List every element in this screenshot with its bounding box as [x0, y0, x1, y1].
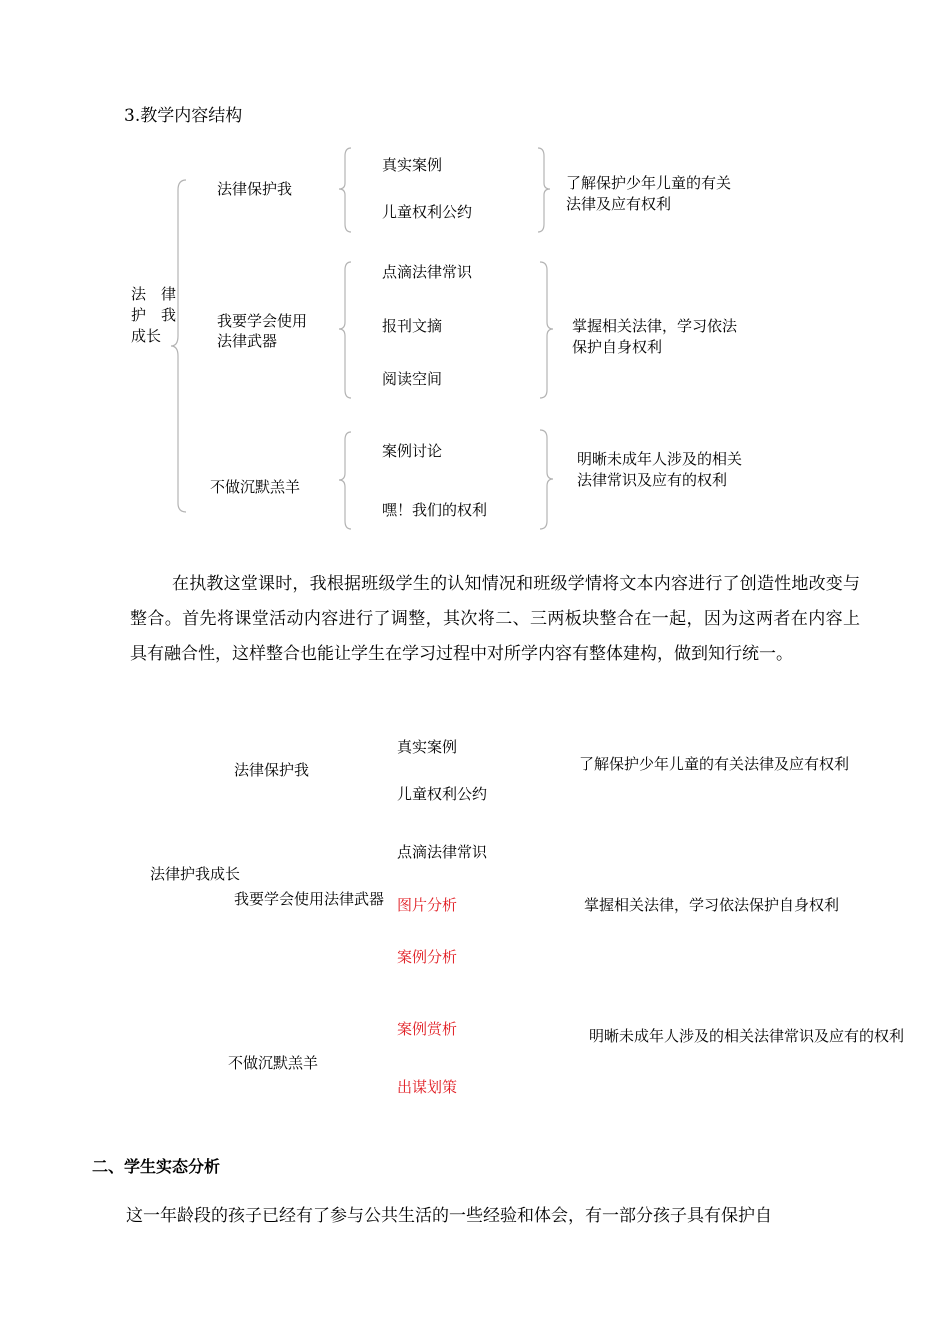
section-title: 3.教学内容结构: [124, 106, 243, 126]
branch-2-item-1: 点滴法律常识: [382, 263, 473, 281]
d2-branch-3-item-2: 出谋划策: [397, 1078, 458, 1096]
d2-branch-2-item-3: 案例分析: [397, 948, 458, 966]
root-label-line-2: 护 我: [131, 306, 177, 324]
branch-1-item-2: 儿童权利公约: [382, 203, 473, 221]
root-label-line-1: 法 律: [131, 285, 177, 303]
branch-1-left-brace: [339, 148, 351, 232]
d2-branch-3-goal: 明晰未成年人涉及的相关法律常识及应有的权利: [589, 1027, 905, 1045]
root-label-line-3: 成长: [131, 327, 162, 345]
d2-branch-2-item-1: 点滴法律常识: [397, 843, 488, 861]
branch-3-left-brace: [339, 432, 351, 529]
branch-3-right-brace: [540, 430, 553, 529]
branch-1-label: 法律保护我: [217, 180, 293, 198]
body-paragraph-1: 在执教这堂课时，我根据班级学生的认知情况和班级学情将文本内容进行了创造性地改变与整合。首先将课堂活动内容进行了调整，其次将二、三两板块整合在一起，因为这两者在内容上具有融合性，这样整合也能让学生在学习过程中对所学内容有整体建构，做到知行统一。: [130, 574, 860, 664]
branch-2-goal-line-1: 掌握相关法律，学习依法: [572, 317, 738, 335]
branch-1-right-brace: [538, 148, 550, 232]
branch-1-goal-line-2: 法律及应有权利: [566, 195, 672, 213]
d2-branch-1-item-1: 真实案例: [397, 738, 458, 756]
section-2-heading: 二、学生实态分析: [92, 1157, 221, 1176]
branch-3-item-2: 嘿！我们的权利: [382, 501, 488, 519]
d2-branch-1-item-2: 儿童权利公约: [397, 785, 488, 803]
d2-branch-1-label: 法律保护我: [234, 761, 310, 779]
branch-3-item-1: 案例讨论: [382, 442, 443, 460]
d2-root-label: 法律护我成长: [150, 865, 241, 883]
d2-branch-2-label: 我要学会使用法律武器: [234, 890, 385, 908]
d2-branch-1-goal: 了解保护少年儿童的有关法律及应有权利: [579, 755, 850, 773]
branch-2-left-brace: [339, 262, 351, 398]
d2-branch-3-label: 不做沉默羔羊: [228, 1054, 319, 1072]
branch-3-goal-line-1: 明晰未成年人涉及的相关: [577, 450, 743, 468]
root-brace: [171, 180, 186, 512]
d2-branch-2-goal: 掌握相关法律，学习依法保护自身权利: [584, 896, 840, 914]
branch-2-item-2: 报刊文摘: [382, 317, 443, 335]
branch-2-right-brace: [540, 262, 553, 398]
body-paragraph-2: 这一年龄段的孩子已经有了参与公共生活的一些经验和体会，有一部分孩子具有保护自: [126, 1206, 772, 1226]
d2-branch-2-item-2: 图片分析: [397, 896, 458, 914]
branch-2-goal-line-2: 保护自身权利: [572, 338, 663, 356]
branch-2-item-3: 阅读空间: [382, 370, 443, 388]
branch-2-label-line-2: 法律武器: [217, 332, 278, 350]
branch-1-item-1: 真实案例: [382, 156, 443, 174]
branch-3-goal-line-2: 法律常识及应有的权利: [577, 471, 728, 489]
branch-1-goal-line-1: 了解保护少年儿童的有关: [566, 174, 732, 192]
branch-2-label-line-1: 我要学会使用: [217, 312, 308, 330]
d2-branch-3-item-1: 案例赏析: [397, 1020, 458, 1038]
branch-3-label: 不做沉默羔羊: [210, 478, 301, 496]
